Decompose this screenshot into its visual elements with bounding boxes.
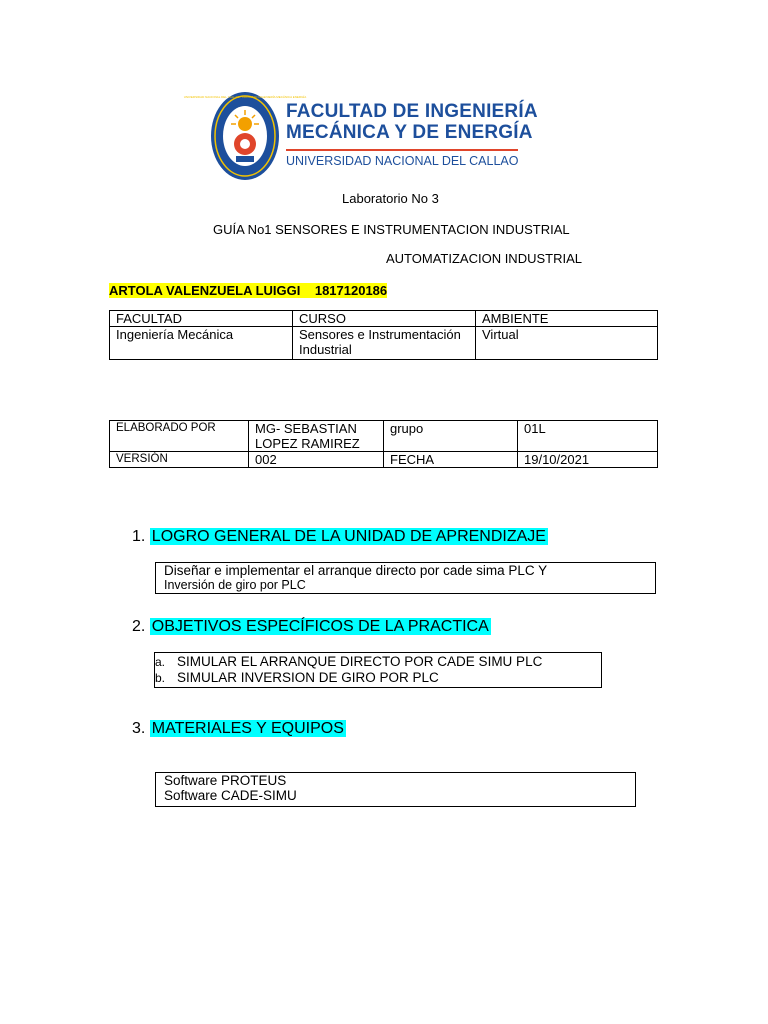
- list-text: SIMULAR EL ARRANQUE DIRECTO POR CADE SIMU PLC: [177, 654, 543, 669]
- table-header-cell: CURSO: [293, 311, 476, 327]
- section-heading-3: [132, 720, 346, 738]
- table-row: [110, 327, 658, 360]
- course-subtitle: AUTOMATIZACION INDUSTRIAL: [386, 251, 582, 266]
- table-row: [110, 421, 658, 452]
- table-cell: Ingeniería Mecánica: [110, 327, 293, 360]
- section-3-content: [155, 772, 636, 807]
- guide-title: GUÍA No1 SENSORES E INSTRUMENTACION INDUSTRIAL: [213, 222, 570, 237]
- section-heading-2: [132, 618, 491, 636]
- list-item: [155, 670, 601, 686]
- content-line: Software CADE-SIMU: [164, 788, 297, 803]
- section-heading-1: [132, 528, 548, 546]
- student-name: ARTOLA VALENZUELA LUIGGI: [109, 283, 301, 298]
- university-name: UNIVERSIDAD NACIONAL DEL CALLAO: [286, 154, 519, 168]
- table-cell: 01L: [518, 421, 658, 452]
- meta-table: [109, 420, 658, 468]
- list-item: [155, 654, 601, 670]
- student-line: [109, 282, 387, 300]
- section-number: 2.: [132, 618, 146, 635]
- list-marker: b.: [155, 671, 166, 685]
- section-2-content: [154, 652, 602, 688]
- section-title: OBJETIVOS ESPECÍFICOS DE LA PRACTICA: [151, 618, 489, 635]
- table-cell: 19/10/2021: [518, 452, 658, 468]
- faculty-name-line2: MECÁNICA Y DE ENERGÍA: [286, 122, 533, 143]
- table-cell: grupo: [384, 421, 518, 452]
- info-table: [109, 310, 658, 360]
- table-cell: ELABORADO POR: [110, 421, 249, 452]
- seal-text: UNIVERSIDAD NACIONAL DEL CALLAO · FACULTAD INGENIERÍA MECÁNICA ENERGÍA: [183, 95, 307, 99]
- list-text: SIMULAR INVERSION DE GIRO POR PLC: [177, 670, 439, 685]
- table-cell: Virtual: [476, 327, 658, 360]
- table-row: [110, 311, 658, 327]
- content-line: Diseñar e implementar el arranque directo por cade sima PLC Y: [164, 563, 548, 578]
- list-marker: a.: [155, 655, 166, 669]
- section-1-content: [155, 562, 656, 594]
- section-number: 3.: [132, 720, 146, 737]
- table-cell: Sensores e Instrumentación Industrial: [293, 327, 476, 360]
- table-header-cell: FACULTAD: [110, 311, 293, 327]
- faculty-logo: [183, 88, 538, 184]
- content-line: Software PROTEUS: [164, 773, 287, 788]
- table-cell: 002: [249, 452, 384, 468]
- section-title: MATERIALES Y EQUIPOS: [151, 720, 344, 737]
- section-title: LOGRO GENERAL DE LA UNIDAD DE APRENDIZAJE: [151, 528, 546, 545]
- logo-divider: [286, 149, 518, 151]
- university-seal-icon: [183, 88, 307, 184]
- student-code: 1817120186: [314, 283, 388, 298]
- table-cell: MG- SEBASTIAN LOPEZ RAMIREZ: [249, 421, 384, 452]
- table-cell: VERSIÓN: [110, 452, 249, 468]
- table-header-cell: AMBIENTE: [476, 311, 658, 327]
- table-row: [110, 452, 658, 468]
- content-line: Inversión de giro por PLC: [164, 578, 306, 592]
- lab-title: Laboratorio No 3: [342, 191, 439, 206]
- table-cell: FECHA: [384, 452, 518, 468]
- faculty-name-line1: FACULTAD DE INGENIERÍA: [286, 101, 538, 122]
- section-number: 1.: [132, 528, 146, 545]
